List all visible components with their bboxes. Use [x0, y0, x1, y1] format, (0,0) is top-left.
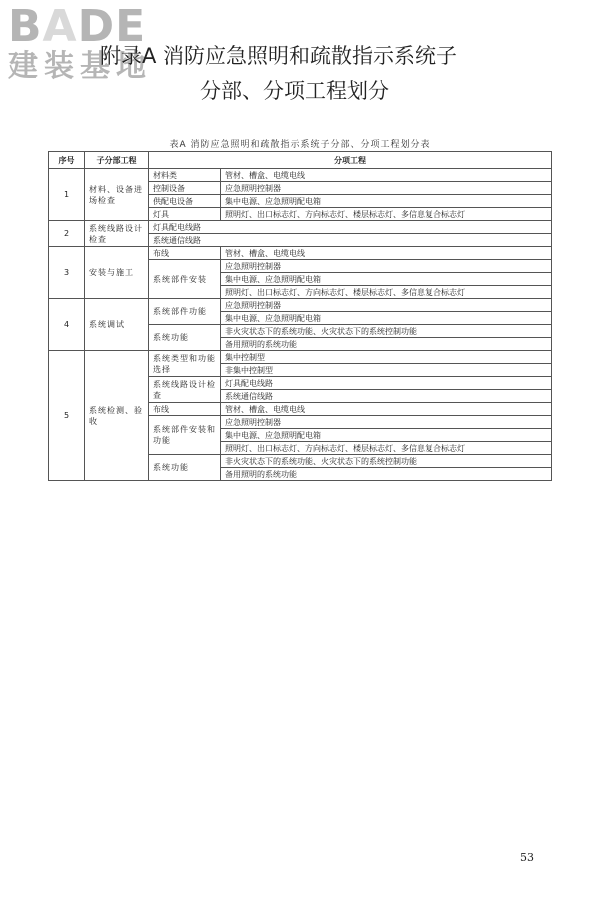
item-cell: 非火灾状态下的系统功能、火灾状态下的系统控制功能 — [221, 325, 552, 338]
division-table — [48, 151, 552, 481]
header-sub-item: 分项工程 — [149, 152, 552, 169]
category-cell: 系统线路设计检查 — [149, 377, 221, 403]
category-cell: 材料类 — [149, 169, 221, 182]
category-cell: 供配电设备 — [149, 195, 221, 208]
sub-division-name: 系统线路设计检查 — [85, 221, 149, 247]
item-cell: 照明灯、出口标志灯、方向标志灯、楼层标志灯、多信息复合标志灯 — [221, 442, 552, 455]
item-cell: 非火灾状态下的系统功能、火灾状态下的系统控制功能 — [221, 455, 552, 468]
item-cell: 管材、槽盒、电缆电线 — [221, 169, 552, 182]
table-row — [49, 299, 552, 312]
item-cell: 备用照明的系统功能 — [221, 338, 552, 351]
sub-division-name: 材料、设备进场检查 — [85, 169, 149, 221]
category-cell: 布线 — [149, 247, 221, 260]
item-cell: 灯具配电线路 — [221, 377, 552, 390]
item-cell: 应急照明控制器 — [221, 182, 552, 195]
item-cell: 集中电源、应急照明配电箱 — [221, 429, 552, 442]
category-cell: 系统功能 — [149, 325, 221, 351]
category-cell: 布线 — [149, 403, 221, 416]
category-cell: 系统部件安装和功能 — [149, 416, 221, 455]
item-cell: 应急照明控制器 — [221, 260, 552, 273]
table-caption: 表A 消防应急照明和疏散指示系统子分部、分项工程划分表 — [169, 140, 431, 150]
item-cell: 系统通信线路 — [149, 234, 552, 247]
category-cell: 灯具 — [149, 208, 221, 221]
item-cell: 照明灯、出口标志灯、方向标志灯、楼层标志灯、多信息复合标志灯 — [221, 286, 552, 299]
item-cell: 应急照明控制器 — [221, 416, 552, 429]
category-cell: 控制设备 — [149, 182, 221, 195]
item-cell: 系统通信线路 — [221, 390, 552, 403]
item-cell: 非集中控制型 — [221, 364, 552, 377]
item-cell: 集中电源、应急照明配电箱 — [221, 195, 552, 208]
item-cell: 灯具配电线路 — [149, 221, 552, 234]
appendix-title-line1: 附录A 消防应急照明和疏散指示系统子 — [100, 44, 458, 68]
appendix-title-line2: 分部、分项工程划分 — [200, 79, 389, 103]
table-row — [49, 351, 552, 364]
category-cell: 系统部件功能 — [149, 299, 221, 325]
item-cell: 照明灯、出口标志灯、方向标志灯、楼层标志灯、多信息复合标志灯 — [221, 208, 552, 221]
table-row — [49, 169, 552, 182]
category-cell: 系统功能 — [149, 455, 221, 481]
item-cell: 管材、槽盒、电缆电线 — [221, 247, 552, 260]
header-sub-division: 子分部工程 — [85, 152, 149, 169]
item-cell: 集中控制型 — [221, 351, 552, 364]
table-header-row — [49, 152, 552, 169]
row-number: 4 — [49, 299, 85, 351]
row-number: 1 — [49, 169, 85, 221]
watermark-subtitle: 建装基地 — [8, 49, 152, 84]
sub-division-name: 系统调试 — [85, 299, 149, 351]
category-cell: 系统部件安装 — [149, 260, 221, 299]
row-number: 5 — [49, 351, 85, 481]
category-cell: 系统类型和功能选择 — [149, 351, 221, 377]
item-cell: 集中电源、应急照明配电箱 — [221, 312, 552, 325]
table-row — [49, 247, 552, 260]
table-row — [49, 221, 552, 234]
row-number: 2 — [49, 221, 85, 247]
page-number: 53 — [520, 851, 534, 864]
header-no: 序号 — [49, 152, 85, 169]
item-cell: 备用照明的系统功能 — [221, 468, 552, 481]
sub-division-name: 系统检测、验收 — [85, 351, 149, 481]
item-cell: 集中电源、应急照明配电箱 — [221, 273, 552, 286]
item-cell: 管材、槽盒、电缆电线 — [221, 403, 552, 416]
watermark-brand: BADE — [8, 1, 147, 52]
sub-division-name: 安装与施工 — [85, 247, 149, 299]
item-cell: 应急照明控制器 — [221, 299, 552, 312]
row-number: 3 — [49, 247, 85, 299]
